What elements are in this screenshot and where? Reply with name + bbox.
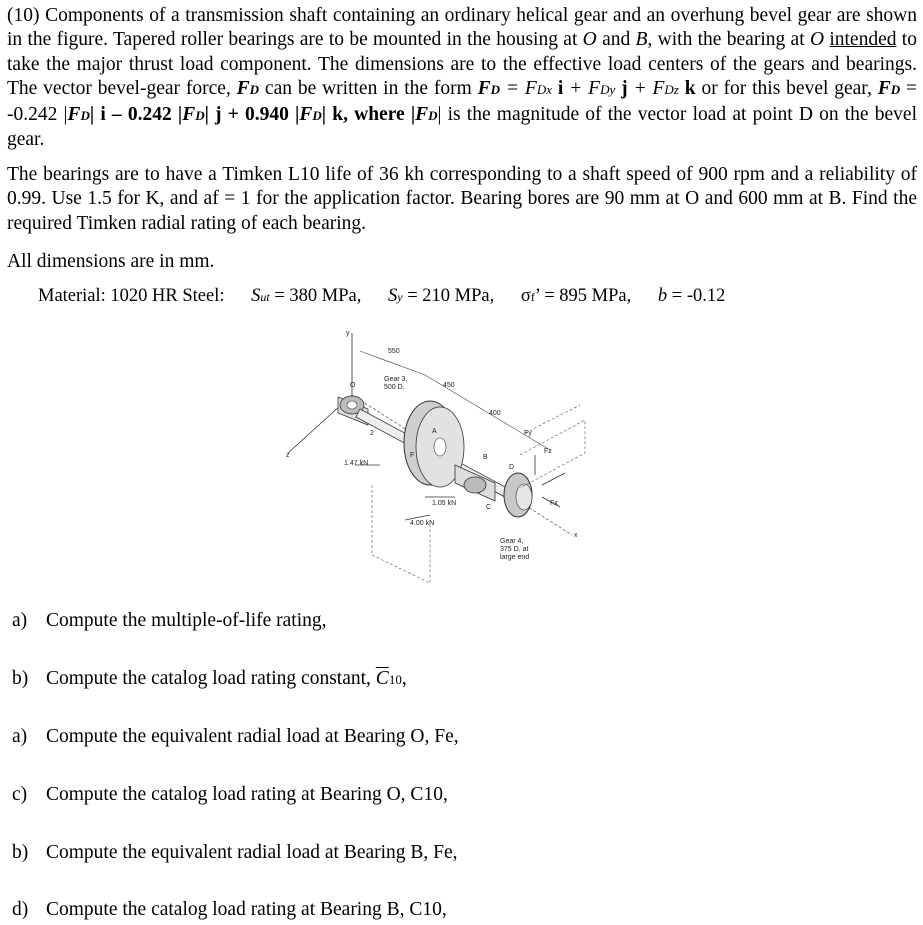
gear3-label: Gear 3, — [384, 376, 408, 383]
point-A-label: A — [432, 428, 437, 435]
gear4-label: Gear 4, — [500, 538, 524, 545]
question-item: b) Compute the equivalent radial load at Bearing B, Fe, — [12, 842, 458, 863]
gear4-end: large end — [500, 554, 530, 561]
load-400: 4.00 kN — [410, 520, 435, 527]
dim-400: 400 — [489, 410, 501, 417]
question-item: d) Compute the catalog load rating at Bearing B, C10, — [12, 899, 447, 920]
problem-statement: (10) Components of a transmission shaft containing an ordinary helical gear and an overhung bevel gear are shown in the figure. Tapered roller bearings are to be mounted in the housing at O and B, with the bearing at O intended to take the major thrust load component. The dimensions are to the effective load centers of the gears and bearings. The vector bevel-gear force, FD can be written in the form FD = FDx i + FDy j + FDz k or for this bevel gear, FD = -0.242 |FD| i – 0.242 |FD| j + 0.940 |FD| k, where |FD| is the magnitude of the vector load at point D on the bevel gear. — [7, 5, 918, 151]
point-D-label: D — [509, 464, 515, 471]
force-Fz-label: Fz — [544, 448, 552, 455]
shaft-figure — [280, 325, 600, 585]
force-Fx-label: Fx — [550, 500, 558, 507]
axis-x-label: x — [574, 532, 578, 539]
bearing-requirements: The bearings are to have a Timken L10 life of 36 kh corresponding to a shaft speed of 900 rpm and a reliability of 0.99. Use 1.5 for K, and af = 1 for the application factor. Bearing bores are 90 mm at O and 600 mm at B. Find the required Timken radial rating of each bearing. — [7, 164, 917, 234]
dim-450: 450 — [443, 382, 455, 389]
gear3-diameter: 500 D. — [384, 384, 405, 391]
load-147: 1.47 kN — [344, 460, 369, 467]
point-C-label: C — [486, 504, 492, 511]
force-Fy-label: Fy — [524, 430, 532, 437]
label-2: 2 — [370, 430, 374, 437]
dimensions-note: All dimensions are in mm. — [7, 251, 215, 272]
point-B-label: B — [483, 454, 488, 461]
question-item: a) Compute the multiple-of-life rating, — [12, 610, 327, 631]
question-item: b) Compute the catalog load rating constant, $\overline{C}10$, — [12, 668, 407, 689]
point-O-label: O — [350, 382, 356, 389]
question-item: a) Compute the equivalent radial load at Bearing O, Fe, — [12, 726, 459, 747]
gear4-diameter: 375 D. at — [500, 546, 529, 553]
axis-y-label: y — [346, 330, 350, 337]
point-F-label: F — [410, 452, 415, 459]
axis-z-label: z — [286, 452, 290, 459]
material-line: Material: 1020 HR Steel: Sut = 380 MPa, Sy = 210 MPa, σf’ = 895 MPa, b = -0.12 — [38, 286, 726, 306]
question-item: c) Compute the catalog load rating at Bearing O, C10, — [12, 784, 448, 805]
load-105: 1.05 kN — [432, 500, 457, 507]
dim-550: 550 — [388, 348, 400, 355]
problem-number: (10) — [7, 5, 40, 26]
